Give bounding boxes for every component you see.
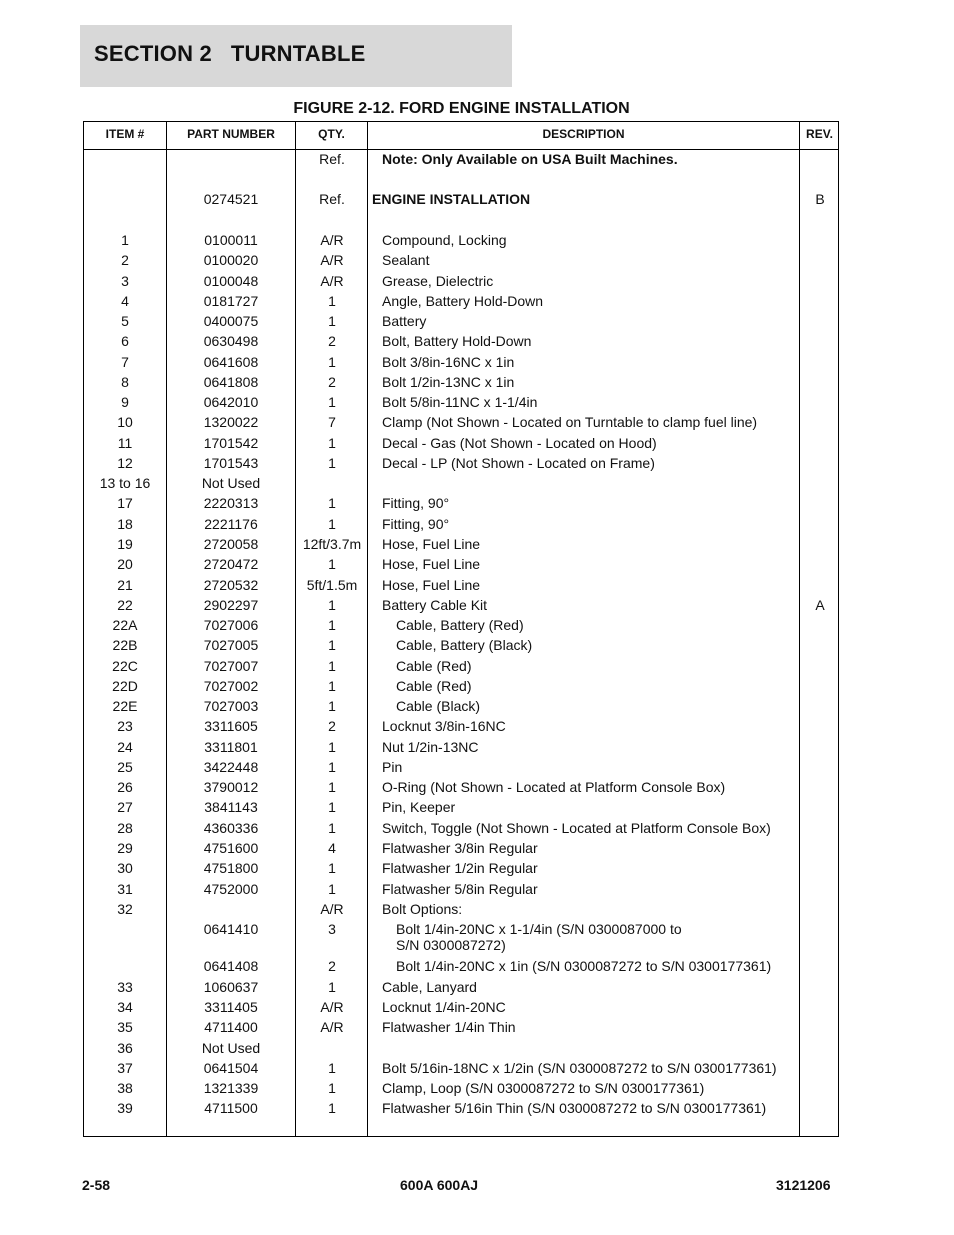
part-number-cell: 3311801 — [204, 739, 258, 755]
item-number-cell: 4 — [121, 293, 129, 309]
description-cell: Cable, Battery (Black) — [396, 637, 533, 653]
description-cell: Flatwasher 5/16in Thin (S/N 0300087272 to S/N 0300177361) — [382, 1100, 767, 1116]
part-number-cell: 7027003 — [203, 698, 259, 714]
qty-cell: A/R — [320, 273, 344, 289]
part-number-cell: 3841143 — [204, 799, 258, 815]
part-number-cell: 0630498 — [203, 333, 259, 349]
item-number-cell: 6 — [121, 333, 129, 349]
qty-cell: A/R — [320, 1019, 344, 1035]
item-number-cell: 22D — [112, 678, 138, 694]
item-number-cell: 7 — [121, 354, 129, 370]
qty-cell: 1 — [328, 799, 336, 815]
part-number-cell: 7027002 — [203, 678, 259, 694]
header-qty: QTY. — [318, 127, 345, 141]
part-number-cell: 0400075 — [203, 313, 259, 329]
description-cell: Pin — [382, 759, 403, 775]
qty-cell: 1 — [328, 1100, 336, 1116]
part-number-cell: 3311405 — [204, 999, 258, 1015]
item-number-cell: 12 — [117, 455, 133, 471]
header-description: DESCRIPTION — [542, 127, 625, 141]
part-number-cell: 0641504 — [203, 1060, 259, 1076]
qty-cell: 1 — [328, 293, 336, 309]
qty-cell: 1 — [328, 881, 336, 897]
description-cell: Cable (Red) — [396, 658, 472, 674]
part-number-cell: 3311605 — [204, 718, 258, 734]
qty-cell: 1 — [328, 455, 336, 471]
description-cell: Cable, Lanyard — [382, 979, 477, 995]
item-number-cell: 13 to 16 — [99, 475, 151, 491]
qty-cell: 1 — [328, 979, 336, 995]
rev-cell: B — [815, 191, 825, 207]
description-cell: Hose, Fuel Line — [382, 536, 481, 552]
part-number-cell: 1701543 — [203, 455, 259, 471]
item-number-cell: 22E — [112, 698, 138, 714]
description-cell: Flatwasher 5/8in Regular — [382, 881, 538, 897]
item-number-cell: 22 — [117, 597, 133, 613]
model-name: 600A 600AJ — [400, 1177, 479, 1193]
item-number-cell: 36 — [117, 1040, 133, 1056]
qty-cell: 2 — [328, 374, 336, 390]
qty-cell: 1 — [328, 1060, 336, 1076]
qty-cell: 2 — [328, 958, 336, 974]
description-cell: Clamp (Not Shown - Located on Turntable to clamp fuel line) — [382, 414, 758, 430]
description-cell: O-Ring (Not Shown - Located at Platform Console Box) — [382, 779, 726, 795]
header-part-number: PART NUMBER — [187, 127, 275, 141]
part-number-cell: 1060637 — [203, 979, 259, 995]
description-cell: Bolt 1/4in-20NC x 1-1/4in (S/N 0300087000 to — [396, 921, 682, 937]
description-cell: Bolt 1/4in-20NC x 1in (S/N 0300087272 to S/N 0300177361) — [396, 958, 772, 974]
qty-cell: 1 — [328, 820, 336, 836]
parts-table — [83, 121, 839, 1137]
part-number-cell: 2221176 — [204, 516, 258, 532]
description-cell: Bolt 5/8in-11NC x 1-1/4in — [382, 394, 538, 410]
description-cell: Bolt 5/16in-18NC x 1/2in (S/N 0300087272 to S/N 0300177361) — [382, 1060, 777, 1076]
part-number-cell: 3790012 — [203, 779, 259, 795]
description-cell: Flatwasher 3/8in Regular — [382, 840, 538, 856]
item-number-cell: 18 — [117, 516, 133, 532]
part-number-cell: 7027005 — [203, 637, 259, 653]
item-number-cell: 26 — [117, 779, 133, 795]
description-cell: Angle, Battery Hold-Down — [382, 293, 544, 309]
item-number-cell: 21 — [117, 577, 133, 593]
description-cell: Fitting, 90° — [382, 495, 450, 511]
description-cell: Battery Cable Kit — [382, 597, 488, 613]
part-number-cell: 4751600 — [203, 840, 259, 856]
qty-cell: 1 — [328, 435, 336, 451]
description-cell: Decal - LP (Not Shown - Located on Frame) — [382, 455, 655, 471]
item-number-cell: 24 — [117, 739, 133, 755]
part-number-cell: 4360336 — [203, 820, 259, 836]
qty-cell: 1 — [328, 313, 336, 329]
part-number-cell: 2220313 — [203, 495, 259, 511]
header-divider — [84, 149, 838, 150]
part-number-cell: 2720532 — [203, 577, 259, 593]
qty-cell: 5ft/1.5m — [306, 577, 358, 593]
description-cell: Pin, Keeper — [382, 799, 456, 815]
qty-cell: 1 — [328, 739, 336, 755]
qty-cell: 1 — [328, 658, 336, 674]
item-number-cell: 1 — [121, 232, 129, 248]
item-number-cell: 20 — [117, 556, 133, 572]
item-number-cell: 19 — [117, 536, 133, 552]
part-number-cell: Not Used — [201, 1040, 261, 1056]
qty-cell: 1 — [328, 556, 336, 572]
description-cell: Cable (Red) — [396, 678, 472, 694]
description-cell: Hose, Fuel Line — [382, 556, 481, 572]
qty-cell: 1 — [328, 678, 336, 694]
description-cell: ENGINE INSTALLATION — [372, 191, 531, 207]
part-number-cell: 0641408 — [203, 958, 259, 974]
description-continuation: S/N 0300087272) — [396, 937, 506, 953]
item-number-cell: 11 — [117, 435, 133, 451]
part-number-cell: 0641808 — [203, 374, 259, 390]
item-number-cell: 27 — [117, 799, 133, 815]
item-number-cell: 34 — [117, 999, 133, 1015]
qty-cell: 2 — [328, 718, 336, 734]
section-title: SECTION 2 TURNTABLE — [94, 41, 366, 66]
part-number-cell: 4711500 — [204, 1100, 258, 1116]
description-cell: Bolt, Battery Hold-Down — [382, 333, 532, 349]
description-cell: Bolt 1/2in-13NC x 1in — [382, 374, 515, 390]
part-number-cell: 0274521 — [203, 191, 259, 207]
description-cell: Cable, Battery (Red) — [396, 617, 524, 633]
item-number-cell: 37 — [117, 1060, 133, 1076]
part-number-cell: Not Used — [201, 475, 261, 491]
qty-cell: 3 — [328, 921, 336, 937]
description-cell: Bolt Options: — [382, 901, 463, 917]
part-number-cell: 7027006 — [203, 617, 259, 633]
item-number-cell: 23 — [117, 718, 133, 734]
description-cell: Flatwasher 1/4in Thin — [382, 1019, 516, 1035]
qty-cell: 4 — [328, 840, 336, 856]
page-number: 2-58 — [82, 1177, 111, 1193]
qty-cell: 1 — [328, 759, 336, 775]
item-number-cell: 38 — [117, 1080, 133, 1096]
part-number-cell: 1701542 — [203, 435, 259, 451]
qty-cell: Ref. — [319, 191, 345, 207]
part-number-cell: 0642010 — [203, 394, 259, 410]
qty-cell: 1 — [328, 779, 336, 795]
item-number-cell: 29 — [117, 840, 133, 856]
qty-cell: 12ft/3.7m — [302, 536, 362, 552]
description-cell: Switch, Toggle (Not Shown - Located at Platform Console Box) — [382, 820, 771, 836]
item-number-cell: 5 — [121, 313, 129, 329]
header-rev: REV. — [806, 127, 833, 141]
section-banner — [80, 25, 512, 87]
qty-cell: 1 — [328, 637, 336, 653]
description-cell: Nut 1/2in-13NC — [382, 739, 479, 755]
qty-cell: Ref. — [319, 151, 345, 167]
qty-cell: 7 — [328, 414, 336, 430]
description-cell: Locknut 3/8in-16NC — [382, 718, 506, 734]
qty-cell: 1 — [328, 516, 336, 532]
part-number-cell: 0641608 — [203, 354, 259, 370]
qty-cell: 1 — [328, 597, 336, 613]
part-number-cell: 0100011 — [204, 232, 258, 248]
part-number-cell: 0100048 — [203, 273, 259, 289]
rev-cell: A — [815, 597, 825, 613]
description-cell: Grease, Dielectric — [382, 273, 494, 289]
description-cell: Decal - Gas (Not Shown - Located on Hood) — [382, 435, 657, 451]
part-number-cell: 2720472 — [203, 556, 259, 572]
item-number-cell: 25 — [117, 759, 133, 775]
description-cell: Battery — [382, 313, 427, 329]
part-number-cell: 7027007 — [203, 658, 259, 674]
part-number-cell: 3422448 — [203, 759, 259, 775]
item-number-cell: 39 — [117, 1100, 133, 1116]
part-number-cell: 1320022 — [203, 414, 259, 430]
item-number-cell: 31 — [117, 881, 133, 897]
item-number-cell: 3 — [121, 273, 129, 289]
qty-cell: 1 — [328, 1080, 336, 1096]
item-number-cell: 22A — [112, 617, 138, 633]
description-cell: Compound, Locking — [382, 232, 507, 248]
qty-cell: 2 — [328, 333, 336, 349]
description-cell: Clamp, Loop (S/N 0300087272 to S/N 0300177361) — [382, 1080, 705, 1096]
qty-cell: 1 — [328, 617, 336, 633]
description-cell: Note: Only Available on USA Built Machines. — [382, 151, 678, 167]
item-number-cell: 33 — [117, 979, 133, 995]
qty-cell: 1 — [328, 495, 336, 511]
qty-cell: A/R — [320, 232, 344, 248]
qty-cell: 1 — [328, 354, 336, 370]
item-number-cell: 32 — [117, 901, 133, 917]
part-number-cell: 4752000 — [203, 881, 259, 897]
part-number-cell: 0181727 — [203, 293, 259, 309]
qty-cell: 1 — [328, 394, 336, 410]
qty-cell: 1 — [328, 698, 336, 714]
qty-cell: A/R — [320, 252, 344, 268]
description-cell: Flatwasher 1/2in Regular — [382, 860, 538, 876]
qty-cell: 1 — [328, 860, 336, 876]
figure-title: FIGURE 2-12. FORD ENGINE INSTALLATION — [293, 100, 630, 117]
item-number-cell: 30 — [117, 860, 133, 876]
part-number-cell: 1321339 — [203, 1080, 259, 1096]
part-number-cell: 2720058 — [203, 536, 259, 552]
description-cell: Cable (Black) — [396, 698, 481, 714]
header-item: ITEM # — [105, 127, 145, 141]
item-number-cell: 10 — [117, 414, 133, 430]
description-cell: Fitting, 90° — [382, 516, 450, 532]
part-number-cell: 0100020 — [203, 252, 259, 268]
description-cell: Hose, Fuel Line — [382, 577, 481, 593]
item-number-cell: 2 — [121, 252, 129, 268]
qty-cell: A/R — [320, 901, 344, 917]
item-number-cell: 22C — [112, 658, 138, 674]
item-number-cell: 28 — [117, 820, 133, 836]
qty-cell: A/R — [320, 999, 344, 1015]
description-cell: Locknut 1/4in-20NC — [382, 999, 506, 1015]
part-number-cell: 4751800 — [203, 860, 259, 876]
item-number-cell: 8 — [121, 374, 129, 390]
part-number-cell: 2902297 — [203, 597, 259, 613]
item-number-cell: 22B — [112, 637, 138, 653]
item-number-cell: 35 — [117, 1019, 133, 1035]
part-number-cell: 0641410 — [203, 921, 259, 937]
description-cell: Sealant — [382, 252, 430, 268]
part-number-cell: 4711400 — [204, 1019, 258, 1035]
item-number-cell: 17 — [117, 495, 133, 511]
item-number-cell: 9 — [121, 394, 129, 410]
description-cell: Bolt 3/8in-16NC x 1in — [382, 354, 515, 370]
document-number: 3121206 — [776, 1177, 831, 1193]
